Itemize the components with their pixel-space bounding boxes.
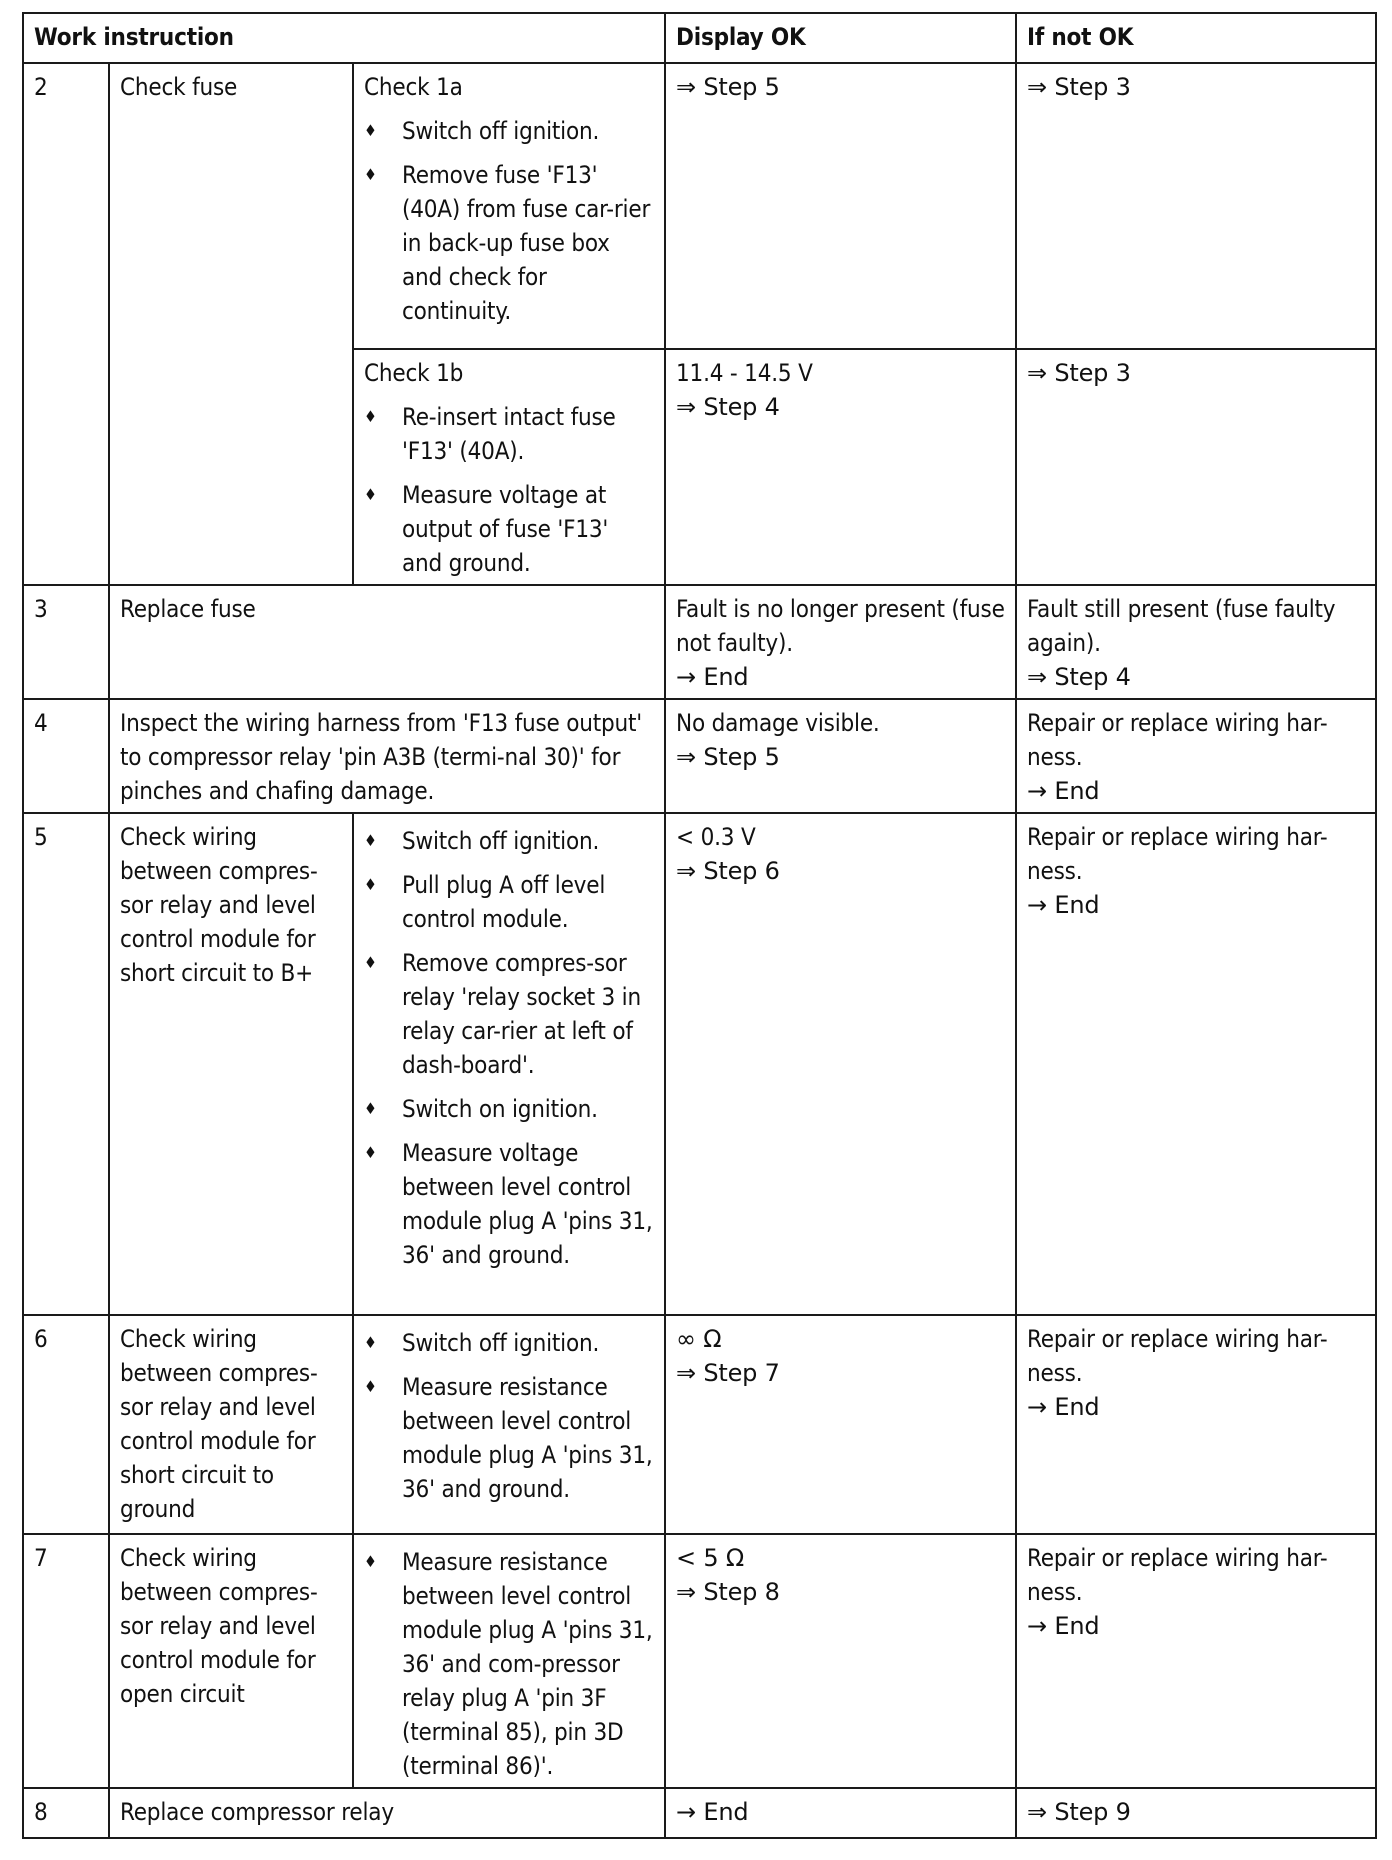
if-not-ok-next: → End <box>1027 1612 1100 1640</box>
step-action: Replace compressor relay <box>109 1788 665 1838</box>
procedure-text: Switch on ignition. <box>402 1095 598 1123</box>
step-number: 3 <box>23 585 109 699</box>
if-not-ok-cell <box>1016 585 1376 699</box>
header-display-ok: Display OK <box>665 13 1016 63</box>
step-number: 6 <box>23 1315 109 1534</box>
table-row-8 <box>23 1788 1376 1838</box>
display-ok-value: 11.4 - 14.5 V <box>676 359 813 387</box>
header-if-not-ok: If not OK <box>1016 13 1376 63</box>
if-not-ok-text: Fault still present (fuse faulty again). <box>1027 595 1336 657</box>
display-ok-value: ∞ Ω <box>676 1325 722 1353</box>
procedure-bullet <box>364 824 654 858</box>
bullet-diamond-icon: ♦ <box>364 485 377 504</box>
display-ok-text: Fault is no longer present (fuse not faulty). <box>676 595 1005 657</box>
display-ok-next: ⇒ Step 7 <box>676 1359 780 1387</box>
display-ok-next: ⇒ Step 5 <box>676 743 780 771</box>
if-not-ok-next: ⇒ Step 3 <box>1027 73 1131 101</box>
procedure-text: Switch off ignition. <box>402 117 600 145</box>
if-not-ok-cell <box>1016 813 1376 1315</box>
display-ok-next: → End <box>676 663 749 691</box>
if-not-ok-next: ⇒ Step 4 <box>1027 663 1131 691</box>
display-ok-cell <box>665 1788 1016 1838</box>
procedure-bullet <box>364 400 654 468</box>
display-ok-cell <box>665 699 1016 813</box>
step-number: 2 <box>23 63 109 585</box>
step-number: 4 <box>23 699 109 813</box>
check-procedure <box>353 349 665 585</box>
display-ok-next: ⇒ Step 5 <box>676 73 780 101</box>
if-not-ok-cell <box>1016 349 1376 585</box>
if-not-ok-next: ⇒ Step 3 <box>1027 359 1131 387</box>
display-ok-cell <box>665 585 1016 699</box>
display-ok-cell <box>665 1534 1016 1788</box>
procedure-text: Measure voltage between level control module plug A 'pins 31, 36' and ground. <box>402 1139 653 1269</box>
display-ok-cell <box>665 63 1016 349</box>
work-instruction-table <box>22 12 1377 1839</box>
step-number: 5 <box>23 813 109 1315</box>
procedure-bullet <box>364 1136 654 1272</box>
table-header-row <box>23 13 1376 63</box>
header-work-instruction: Work instruction <box>23 13 665 63</box>
procedure-text: Measure resistance between level control module plug A 'pins 31, 36' and ground. <box>402 1373 653 1503</box>
procedure-text: Switch off ignition. <box>402 1329 600 1357</box>
step-action: Check wiring between compres-sor relay and level control module for open circuit <box>109 1534 353 1788</box>
step-action: Inspect the wiring harness from 'F13 fuse output' to compressor relay 'pin A3B (termi-nal 30)' for pinches and chafing damage. <box>109 699 665 813</box>
procedure-bullet <box>364 1092 654 1126</box>
display-ok-cell <box>665 813 1016 1315</box>
bullet-diamond-icon: ♦ <box>364 1333 377 1352</box>
table-row-7 <box>23 1534 1376 1788</box>
check-procedure <box>353 1534 665 1788</box>
procedure-bullet <box>364 478 654 580</box>
if-not-ok-cell <box>1016 1534 1376 1788</box>
display-ok-next: ⇒ Step 4 <box>676 393 780 421</box>
step-action: Check fuse <box>109 63 353 585</box>
step-action: Check wiring between compres-sor relay and level control module for short circuit to B+ <box>109 813 353 1315</box>
if-not-ok-next: → End <box>1027 1393 1100 1421</box>
check-procedure <box>353 813 665 1315</box>
if-not-ok-cell <box>1016 699 1376 813</box>
table-row-6 <box>23 1315 1376 1534</box>
table-row-2a <box>23 63 1376 349</box>
procedure-text: Remove fuse 'F13' (40A) from fuse car-rier in back-up fuse box and check for continuity. <box>402 161 651 325</box>
if-not-ok-text: Repair or replace wiring har-ness. <box>1027 709 1328 771</box>
bullet-diamond-icon: ♦ <box>364 831 377 850</box>
display-ok-text: No damage visible. <box>676 709 880 737</box>
table-row-4 <box>23 699 1376 813</box>
step-number: 7 <box>23 1534 109 1788</box>
display-ok-cell <box>665 349 1016 585</box>
check-title: Check 1b <box>364 359 464 387</box>
if-not-ok-next: → End <box>1027 777 1100 805</box>
if-not-ok-text: Repair or replace wiring har-ness. <box>1027 1325 1328 1387</box>
bullet-diamond-icon: ♦ <box>364 165 377 184</box>
check-title: Check 1a <box>364 73 463 101</box>
bullet-diamond-icon: ♦ <box>364 1552 377 1571</box>
procedure-bullet <box>364 1545 654 1783</box>
bullet-diamond-icon: ♦ <box>364 1377 377 1396</box>
table-row-5 <box>23 813 1376 1315</box>
procedure-text: Measure resistance between level control module plug A 'pins 31, 36' and com-pressor relay plug A 'pin 3F (terminal 85), pin 3D (terminal 86)'. <box>402 1548 653 1780</box>
table-row-3 <box>23 585 1376 699</box>
if-not-ok-next: → End <box>1027 891 1100 919</box>
work-instruction-sheet <box>22 12 1377 1839</box>
display-ok-value: < 5 Ω <box>676 1544 744 1572</box>
procedure-text: Measure voltage at output of fuse 'F13' and ground. <box>402 481 609 577</box>
bullet-diamond-icon: ♦ <box>364 875 377 894</box>
if-not-ok-cell <box>1016 1315 1376 1534</box>
check-procedure <box>353 63 665 349</box>
display-ok-value: < 0.3 V <box>676 823 756 851</box>
if-not-ok-cell <box>1016 1788 1376 1838</box>
step-action: Check wiring between compres-sor relay and level control module for short circuit to ground <box>109 1315 353 1534</box>
procedure-bullet <box>364 114 654 148</box>
display-ok-next: ⇒ Step 6 <box>676 857 780 885</box>
if-not-ok-cell <box>1016 63 1376 349</box>
procedure-text: Re-insert intact fuse 'F13' (40A). <box>402 403 616 465</box>
step-action: Replace fuse <box>109 585 665 699</box>
bullet-diamond-icon: ♦ <box>364 1099 377 1118</box>
bullet-diamond-icon: ♦ <box>364 121 377 140</box>
step-number: 8 <box>23 1788 109 1838</box>
bullet-diamond-icon: ♦ <box>364 1143 377 1162</box>
display-ok-next: ⇒ Step 8 <box>676 1578 780 1606</box>
if-not-ok-text: Repair or replace wiring har-ness. <box>1027 823 1328 885</box>
procedure-bullet <box>364 868 654 936</box>
procedure-bullet <box>364 1326 654 1360</box>
procedure-text: Remove compres-sor relay 'relay socket 3 in relay car-rier at left of dash-board'. <box>402 949 641 1079</box>
display-ok-next: → End <box>676 1798 749 1826</box>
procedure-bullet <box>364 946 654 1082</box>
procedure-text: Pull plug A off level control module. <box>402 871 606 933</box>
procedure-text: Switch off ignition. <box>402 827 600 855</box>
check-procedure <box>353 1315 665 1534</box>
bullet-diamond-icon: ♦ <box>364 953 377 972</box>
bullet-diamond-icon: ♦ <box>364 407 377 426</box>
procedure-bullet <box>364 158 654 328</box>
if-not-ok-text: Repair or replace wiring har-ness. <box>1027 1544 1328 1606</box>
display-ok-cell <box>665 1315 1016 1534</box>
procedure-bullet <box>364 1370 654 1506</box>
if-not-ok-next: ⇒ Step 9 <box>1027 1798 1131 1826</box>
